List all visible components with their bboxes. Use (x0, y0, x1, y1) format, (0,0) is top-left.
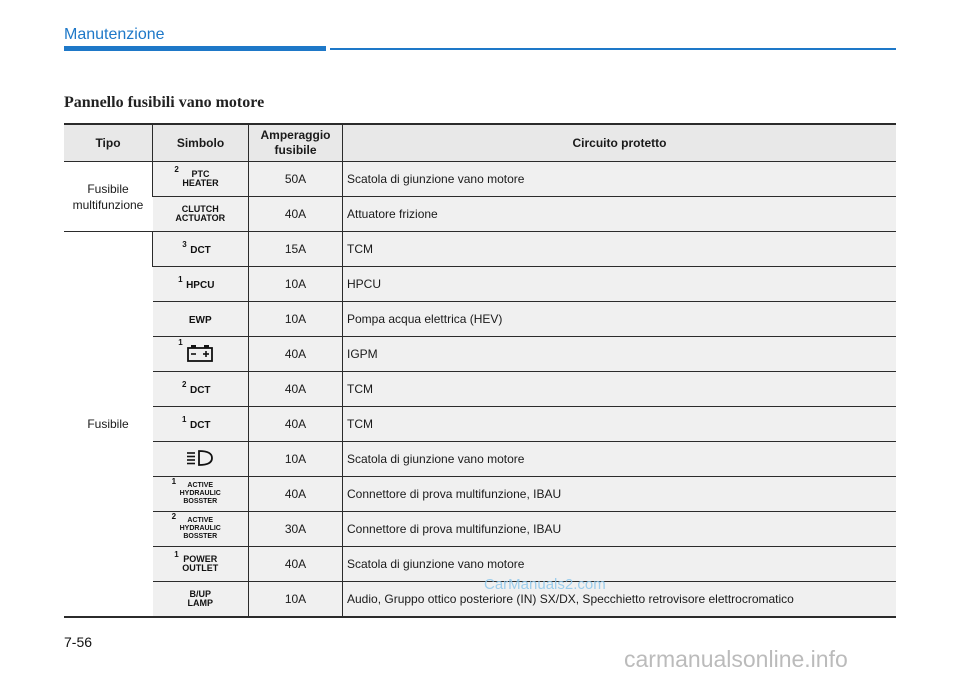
page-title: Pannello fusibili vano motore (64, 94, 265, 111)
table-row (64, 267, 896, 302)
fuse-symbol (175, 205, 225, 223)
amperage-cell: 40A (249, 477, 343, 512)
symbol-cell (153, 197, 249, 232)
symbol-label-line: LAMP (187, 597, 213, 608)
symbol-label-line: ACTIVE (187, 517, 214, 524)
amperage-cell: 40A (249, 407, 343, 442)
table-row (64, 372, 896, 407)
symbol-label-line: OUTLET (182, 562, 219, 573)
symbol-cell (153, 372, 249, 407)
circuit-cell: TCM (343, 232, 897, 267)
symbol-label-line: POWER (183, 553, 218, 564)
symbol-number: 1 (181, 415, 187, 424)
amperage-cell: 10A (249, 267, 343, 302)
amperage-cell: 50A (249, 162, 343, 197)
circuit-cell: Audio, Gruppo ottico posteriore (IN) SX/DX, Specchietto retrovisore elettrocromatico (343, 582, 897, 618)
symbol-label-line: HYDRAULIC (179, 525, 221, 532)
page-number: 7-56 (64, 634, 93, 650)
amperage-cell: 10A (249, 302, 343, 337)
symbol-cell (153, 582, 249, 618)
symbol-label-line: HYDRAULIC (179, 490, 221, 497)
symbol-label-line: PTC (191, 168, 210, 179)
symbol-label-line: DCT (189, 385, 211, 396)
table-row (64, 512, 896, 547)
symbol-cell (153, 302, 249, 337)
table-header-row (64, 124, 896, 162)
battery-icon (186, 343, 214, 363)
symbol-number: 1 (178, 275, 183, 284)
symbol-label-line: ACTIVE (187, 482, 214, 489)
circuit-cell: Connettore di prova multifunzione, IBAU (343, 477, 897, 512)
table-row (64, 442, 896, 477)
column-header-tipo: Tipo (64, 124, 153, 162)
table-row (64, 477, 896, 512)
circuit-cell: Scatola di giunzione vano motore (343, 442, 897, 477)
symbol-cell (153, 337, 249, 372)
amperage-cell: 40A (249, 547, 343, 582)
amperage-cell: 30A (249, 512, 343, 547)
amperage-cell: 15A (249, 232, 343, 267)
fuse-symbol (189, 315, 212, 326)
symbol-label-line: DCT (190, 245, 211, 256)
fuse-table (64, 123, 896, 618)
symbol-label-line: CLUTCH (181, 203, 219, 214)
section-title: Manutenzione (64, 26, 165, 43)
fuse-symbol (181, 415, 211, 431)
symbol-label-line: BOSSTER (183, 498, 218, 505)
circuit-cell: HPCU (343, 267, 897, 302)
symbol-number: 1 (171, 477, 177, 486)
symbol-number: 1 (178, 337, 183, 347)
column-header-simbolo: Simbolo (153, 124, 249, 162)
circuit-cell: TCM (343, 372, 897, 407)
symbol-cell (153, 162, 249, 197)
column-header-circuito: Circuito protetto (343, 124, 897, 162)
fuse-symbol (185, 448, 215, 470)
tipo-cell: Fusibile (64, 232, 153, 618)
circuit-cell: Scatola di giunzione vano motore (343, 162, 897, 197)
fuse-symbol (178, 337, 214, 365)
symbol-label-line: EWP (188, 315, 212, 326)
headlamp-icon (185, 448, 215, 468)
fuse-symbol (188, 590, 214, 608)
circuit-cell: Scatola di giunzione vano motore (343, 547, 897, 582)
section-underline-thick (64, 46, 326, 51)
amperage-cell: 40A (249, 197, 343, 232)
amperage-cell: 40A (249, 337, 343, 372)
table-row (64, 232, 896, 267)
circuit-cell: Attuatore frizione (343, 197, 897, 232)
symbol-label-line: HPCU (186, 280, 215, 291)
fuse-symbol (171, 512, 221, 541)
symbol-number: 2 (174, 164, 179, 174)
column-header-amperaggio: Amperaggio fusibile (249, 124, 343, 162)
symbol-number: 1 (174, 549, 179, 559)
table-row (64, 547, 896, 582)
circuit-cell: TCM (343, 407, 897, 442)
symbol-label-line: DCT (189, 420, 211, 431)
amperage-cell: 10A (249, 582, 343, 618)
table-row (64, 197, 896, 232)
fuse-symbol (174, 549, 219, 573)
amperage-cell: 40A (249, 372, 343, 407)
symbol-cell (153, 547, 249, 582)
symbol-cell (153, 232, 249, 267)
symbol-number: 2 (171, 512, 177, 521)
amperage-cell: 10A (249, 442, 343, 477)
symbol-number: 3 (182, 240, 187, 249)
table-row (64, 582, 896, 618)
symbol-cell (153, 512, 249, 547)
table-row (64, 337, 896, 372)
symbol-label-line: B/UP (189, 588, 211, 599)
symbol-cell (153, 267, 249, 302)
watermark: CarManuals2.com (484, 576, 606, 593)
fuse-symbol (171, 477, 221, 506)
footer-brand: carmanualsonline.info (624, 646, 848, 672)
symbol-number: 2 (181, 380, 187, 389)
table-body (64, 162, 896, 618)
fuse-symbol (178, 275, 215, 291)
table-row (64, 407, 896, 442)
symbol-cell (153, 407, 249, 442)
circuit-cell: Connettore di prova multifunzione, IBAU (343, 512, 897, 547)
fuse-symbol (174, 164, 219, 188)
table-row (64, 162, 896, 197)
symbol-label-line: BOSSTER (183, 533, 218, 540)
fuse-symbol (182, 240, 211, 256)
symbol-cell (153, 442, 249, 477)
symbol-cell (153, 477, 249, 512)
symbol-label-line: ACTUATOR (175, 212, 226, 223)
section-underline-thin (330, 48, 896, 50)
circuit-cell: Pompa acqua elettrica (HEV) (343, 302, 897, 337)
circuit-cell: IGPM (343, 337, 897, 372)
tipo-cell: Fusibile multifunzione (64, 162, 153, 232)
symbol-label-line: HEATER (182, 177, 219, 188)
table-row (64, 302, 896, 337)
fuse-symbol (181, 380, 211, 396)
